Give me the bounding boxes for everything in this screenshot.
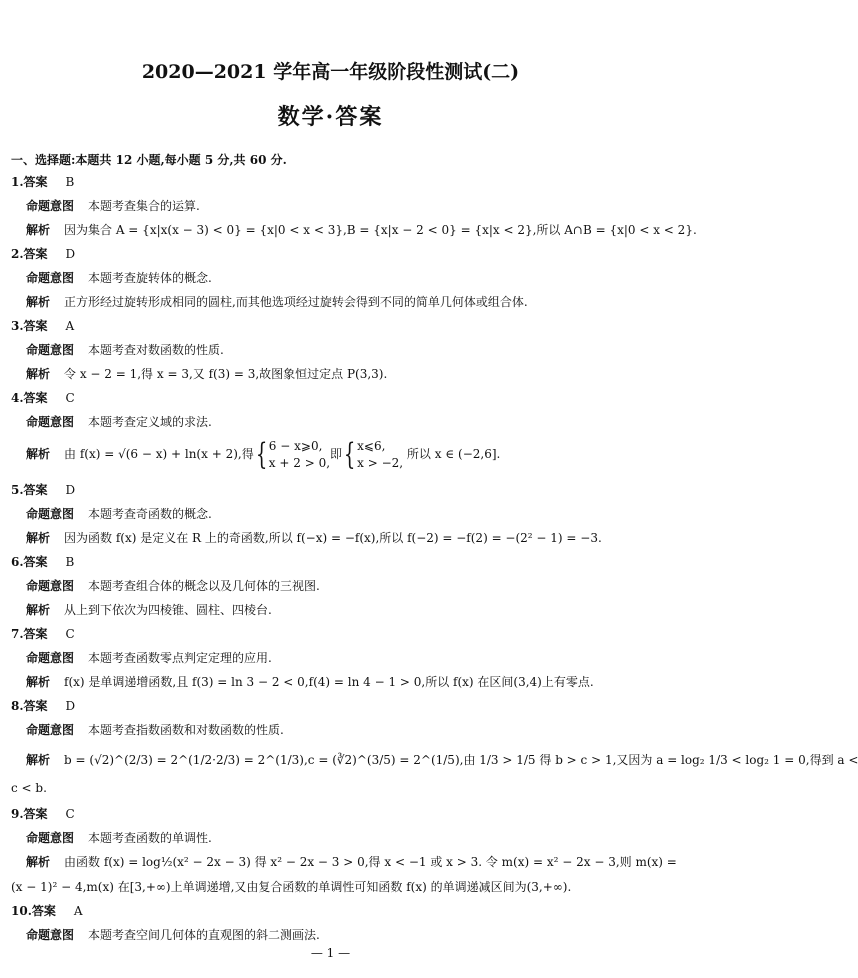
page-subtitle: 数学·答案 xyxy=(277,104,384,130)
question-9-intent: 命题意图 本题考查函数的单调性. xyxy=(26,831,212,845)
question-7-intent: 命题意图 本题考查函数零点判定定理的应用. xyxy=(26,651,272,665)
question-3-intent: 命题意图 本题考查对数函数的性质. xyxy=(26,343,224,357)
question-2-analysis: 解析 正方形经过旋转形成相同的圆柱,而其他选项经过旋转会得到不同的简单几何体或组合体. xyxy=(26,295,528,309)
page-title: 2020—2021 学年高一年级阶段性测试(二) xyxy=(141,61,520,83)
question-1-answer: 1.答案 B xyxy=(11,175,75,189)
question-4-intent: 命题意图 本题考查定义域的求法. xyxy=(26,415,212,429)
inequality-system-1: 6 − x⩾0, x + 2 > 0, xyxy=(268,438,331,470)
question-1-analysis: 解析 因为集合 A = {x|x(x − 3) < 0} = {x|0 < x < 3},B = {x|x − 2 < 0} = {x|x < 2},所以 A∩B = {x|0 < x < 2}. xyxy=(26,223,697,237)
left-brace: { xyxy=(255,436,267,472)
question-10-answer: 10.答案 A xyxy=(11,904,83,918)
question-8-analysis-cont: c < b. xyxy=(11,781,47,795)
inequality-system-2: x⩽6, x > −2, xyxy=(357,438,404,470)
question-3-answer: 3.答案 A xyxy=(11,319,75,333)
question-4-answer: 4.答案 C xyxy=(11,391,75,405)
question-8-intent: 命题意图 本题考查指数函数和对数函数的性质. xyxy=(26,723,284,737)
question-5-analysis: 解析 因为函数 f(x) 是定义在 R 上的奇函数,所以 f(−x) = −f(x),所以 f(−2) = −f(2) = −(2² − 1) = −3. xyxy=(26,531,602,545)
question-9-analysis: 解析 由函数 f(x) = log½(x² − 2x − 3) 得 x² − 2x − 3 > 0,得 x < −1 或 x > 3. 令 m(x) = x² − 2x − 3,则 m(x) = xyxy=(26,855,677,869)
question-4-analysis: 解析 由 f(x) = √(6 − x) + ln(x + 2),得{ 6 − x⩾0, x + 2 > 0,即{ x⩽6, x > −2, 所以 x ∈ (−2,6]. xyxy=(26,436,501,472)
question-7-answer: 7.答案 C xyxy=(11,627,75,641)
question-6-intent: 命题意图 本题考查组合体的概念以及几何体的三视图. xyxy=(26,579,320,593)
question-9-analysis-cont: (x − 1)² − 4,m(x) 在[3,+∞)上单调递增,又由复合函数的单调性可知函数 f(x) 的单调递减区间为(3,+∞). xyxy=(11,880,572,894)
page-number: — 1 — xyxy=(310,946,351,960)
question-5-intent: 命题意图 本题考查奇函数的概念. xyxy=(26,507,212,521)
question-7-analysis: 解析 f(x) 是单调递增函数,且 f(3) = ln 3 − 2 < 0,f(4) = ln 4 − 1 > 0,所以 f(x) 在区间(3,4)上有零点. xyxy=(26,675,594,689)
left-brace: { xyxy=(343,436,356,472)
question-8-answer: 8.答案 D xyxy=(11,699,76,713)
question-2-intent: 命题意图 本题考查旋转体的概念. xyxy=(26,271,212,285)
question-8-analysis: 解析 b = (√2)^(2/3) = 2^(1/2·2/3) = 2^(1/3),c = (∛2)^(3/5) = 2^(1/5),由 1/3 > 1/5 得 b > c > 1,又因为 a = log₂ 1/3 < log₂ 1 = 0,得到 a < xyxy=(26,753,858,767)
question-5-answer: 5.答案 D xyxy=(11,483,76,497)
section-heading: 一、选择题:本题共 12 小题,每小题 5 分,共 60 分. xyxy=(11,153,287,167)
question-2-answer: 2.答案 D xyxy=(11,247,76,261)
question-10-intent: 命题意图 本题考查空间几何体的直观图的斜二测画法. xyxy=(26,928,320,942)
question-9-answer: 9.答案 C xyxy=(11,807,75,821)
question-6-analysis: 解析 从上到下依次为四棱锥、圆柱、四棱台. xyxy=(26,603,272,617)
question-3-analysis: 解析 令 x − 2 = 1,得 x = 3,又 f(3) = 3,故图象恒过定点 P(3,3). xyxy=(26,367,388,381)
question-6-answer: 6.答案 B xyxy=(11,555,75,569)
question-1-intent: 命题意图 本题考查集合的运算. xyxy=(26,199,200,213)
